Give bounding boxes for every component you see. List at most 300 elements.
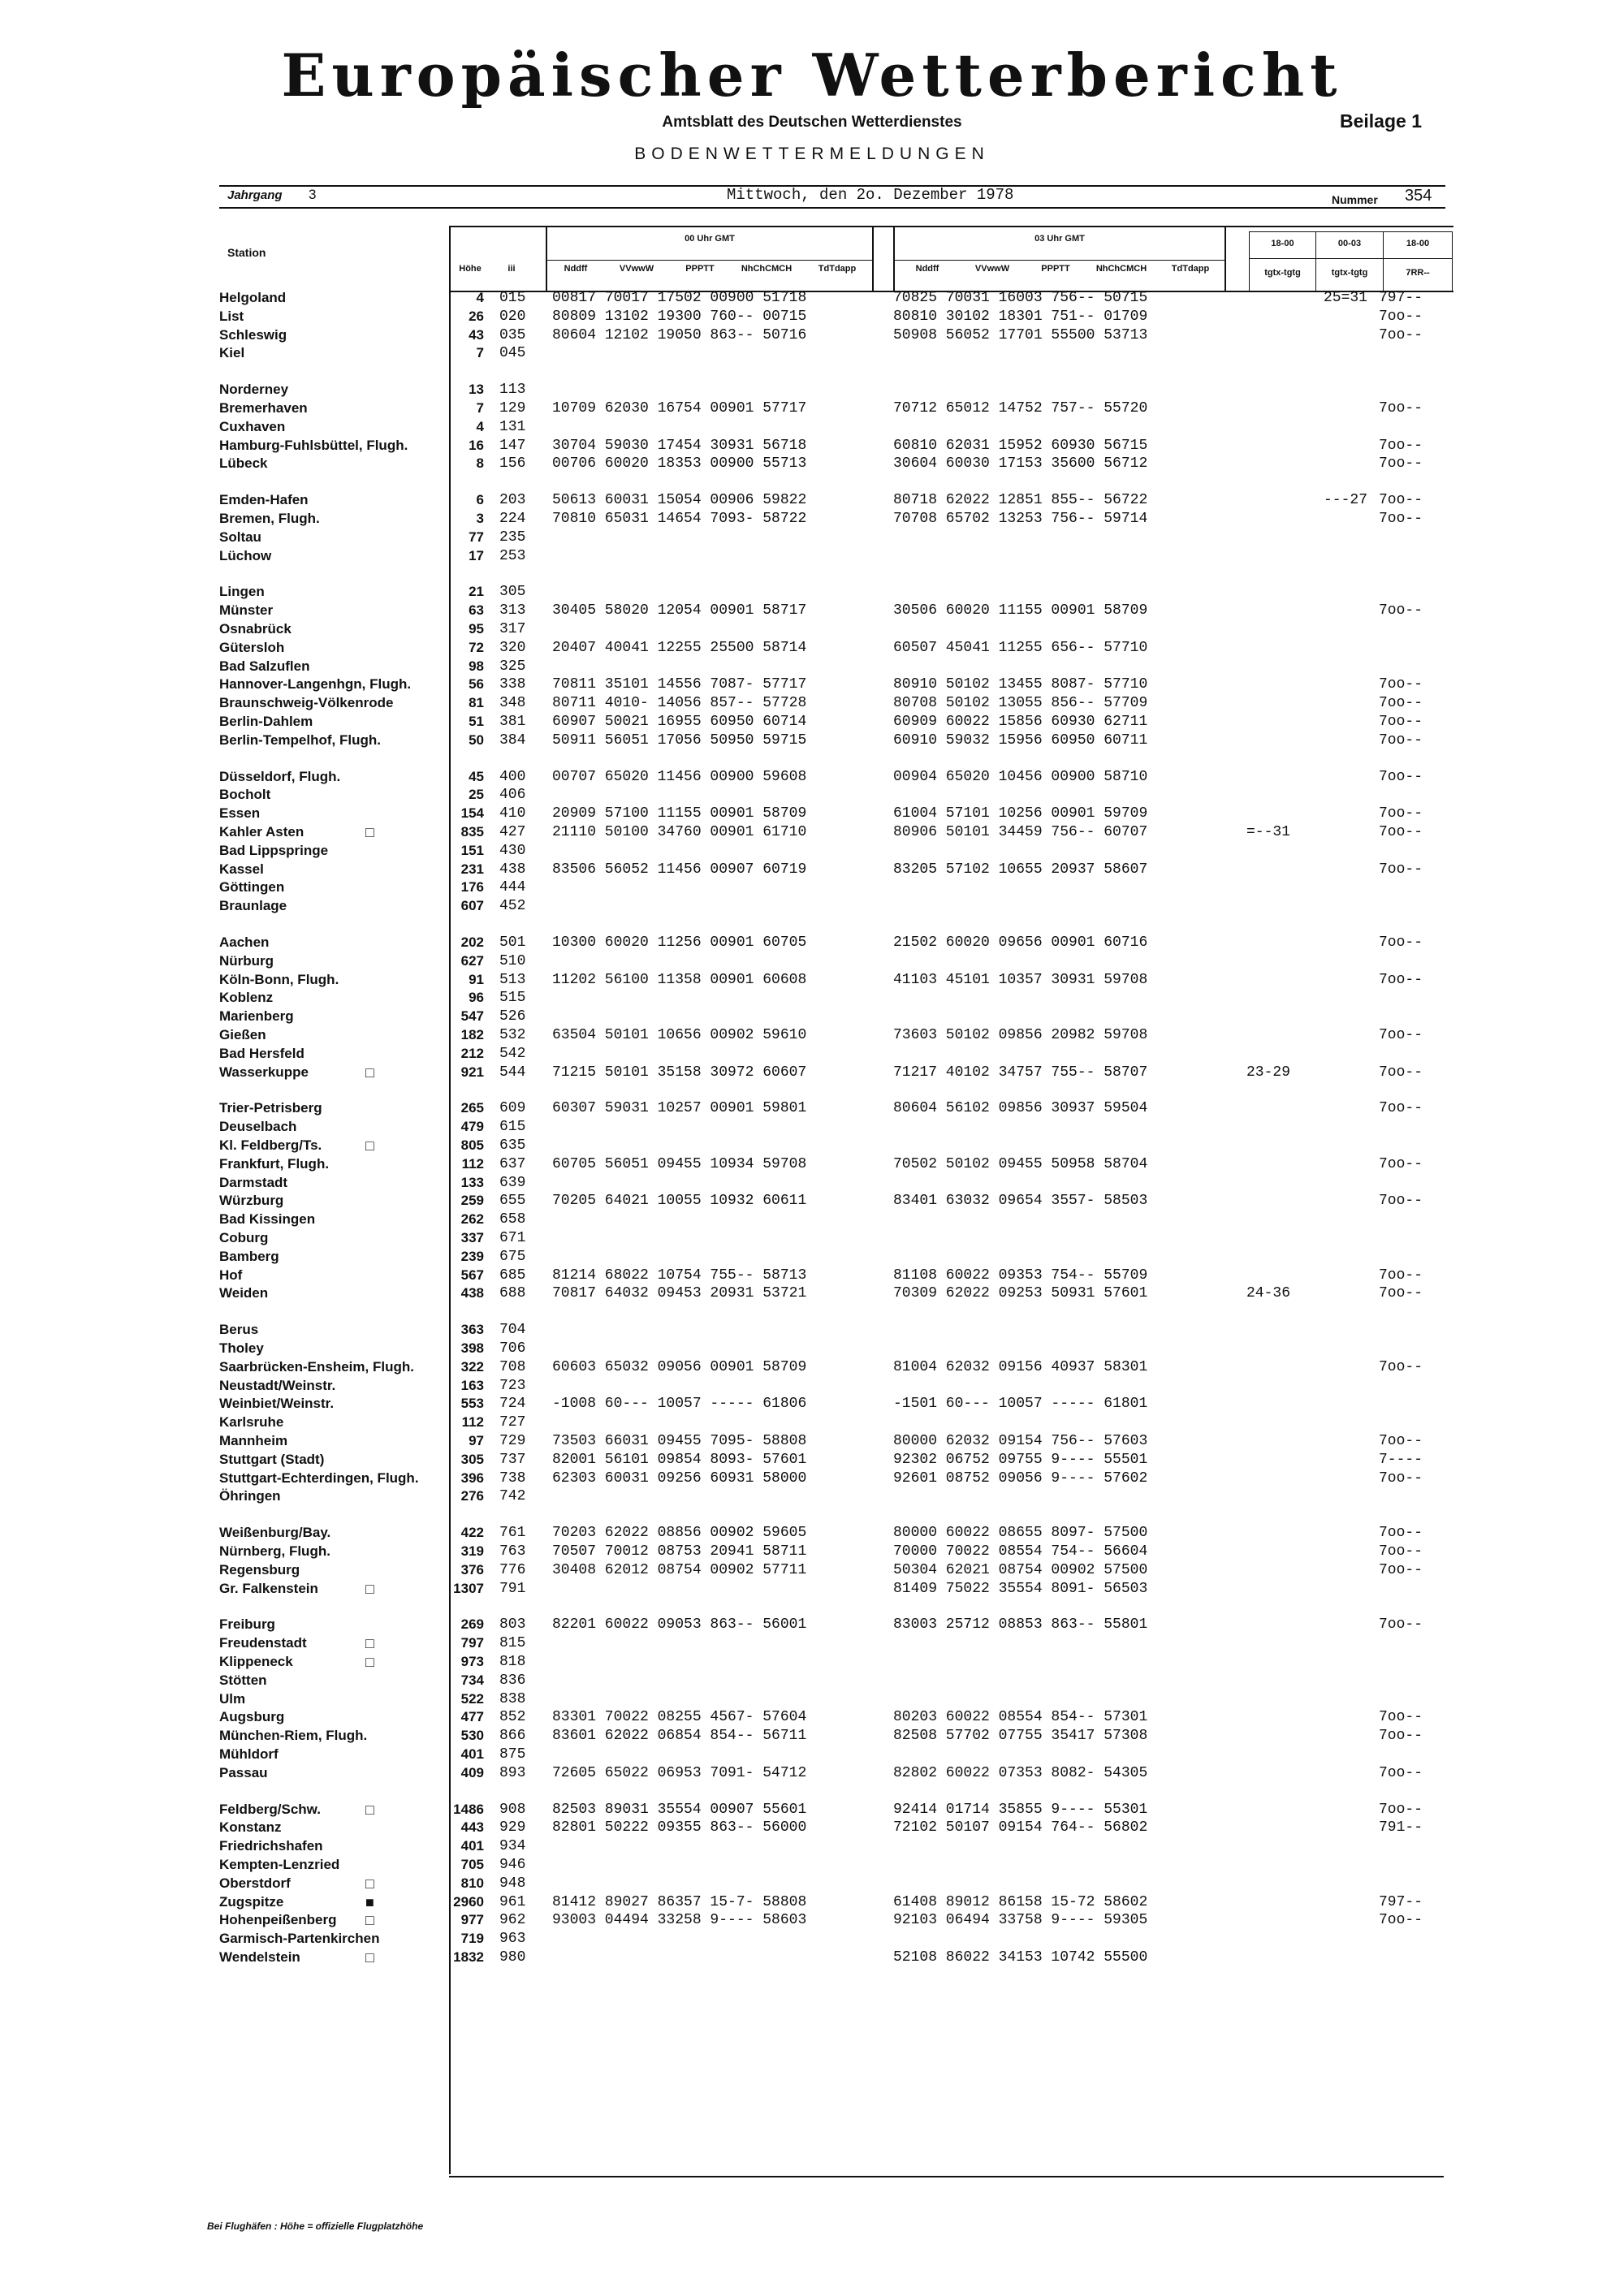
station-height: 401 bbox=[460, 1838, 484, 1854]
station-height: 7 bbox=[476, 345, 484, 361]
precip-18-00: 7oo-- bbox=[1379, 455, 1423, 473]
station-height: 401 bbox=[460, 1746, 484, 1762]
station-id: 929 bbox=[499, 1819, 526, 1836]
header-rule-2 bbox=[219, 207, 1445, 209]
station-name: Kempten-Lenzried bbox=[219, 1857, 340, 1872]
station-name: Passau bbox=[219, 1764, 268, 1780]
station-id: 253 bbox=[499, 547, 526, 564]
station-name: Helgoland bbox=[219, 290, 287, 305]
station-name: Braunschweig-Völkenrode bbox=[219, 695, 394, 711]
precip-18-00: 7oo-- bbox=[1379, 1616, 1423, 1634]
station-height: 627 bbox=[460, 952, 484, 969]
station-id: 501 bbox=[499, 934, 526, 951]
obs-00-utc: 83601 62022 06854 854-- 56711 bbox=[552, 1728, 807, 1745]
obs-03-utc: 83003 25712 08853 863-- 55801 bbox=[893, 1616, 1148, 1634]
station-id: 224 bbox=[499, 511, 526, 527]
station-name: Stuttgart-Echterdingen, Flugh. bbox=[219, 1470, 419, 1486]
subtitle: Amtsblatt des Deutschen Wetterdienstes bbox=[662, 114, 962, 131]
obs-00-utc: 00706 60020 18353 00900 55713 bbox=[552, 455, 807, 473]
station-id: 338 bbox=[499, 676, 526, 693]
station-height: 98 bbox=[469, 658, 484, 674]
obs-00-utc: 62303 60031 09256 60931 58000 bbox=[552, 1470, 807, 1487]
station-name: Zugspitze bbox=[219, 1893, 284, 1910]
station-height: 72 bbox=[469, 639, 484, 655]
station-name: Hannover-Langenhgn, Flugh. bbox=[219, 676, 412, 693]
station-id: 637 bbox=[499, 1155, 526, 1172]
obs-00-utc: 30704 59030 17454 30931 56718 bbox=[552, 437, 807, 454]
station-name: Braunlage bbox=[219, 898, 287, 914]
station-name: Augsburg bbox=[219, 1709, 285, 1725]
station-height: 6 bbox=[476, 492, 484, 508]
obs-03-utc: 80000 60022 08655 8097- 57500 bbox=[893, 1525, 1148, 1542]
mountain-station-marker: □ bbox=[365, 1064, 374, 1081]
station-name: Frankfurt, Flugh. bbox=[219, 1155, 330, 1172]
station-id: 113 bbox=[499, 382, 526, 399]
station-name: Wasserkuppe bbox=[219, 1064, 309, 1080]
station-height: 1486 bbox=[453, 1801, 484, 1817]
obs-00-utc: 70203 62022 08856 00902 59605 bbox=[552, 1525, 807, 1542]
station-name: Karlsruhe bbox=[219, 1414, 284, 1431]
station-name: Stuttgart (Stadt) bbox=[219, 1451, 325, 1467]
obs-03-utc: 80203 60022 08554 854-- 57301 bbox=[893, 1709, 1148, 1726]
obs-00-utc: 70507 70012 08753 20941 58711 bbox=[552, 1543, 807, 1560]
station-name: Saarbrücken-Ensheim, Flugh. bbox=[219, 1358, 414, 1375]
station-id: 934 bbox=[499, 1838, 526, 1855]
station-name: Stötten bbox=[219, 1672, 267, 1688]
station-id: 131 bbox=[499, 418, 526, 435]
station-name: Freiburg bbox=[219, 1616, 275, 1633]
nummer-label: Nummer bbox=[1332, 193, 1378, 206]
station-height: 438 bbox=[460, 1285, 484, 1301]
station-name: Hamburg-Fuhlsbüttel, Flugh. bbox=[219, 437, 408, 453]
precip-18-00: 7oo-- bbox=[1379, 1709, 1423, 1726]
station-id: 452 bbox=[499, 898, 526, 915]
station-height: 13 bbox=[469, 382, 484, 398]
precip-18-00: 7oo-- bbox=[1379, 511, 1423, 527]
obs-00-utc: 50911 56051 17056 50950 59715 bbox=[552, 732, 807, 749]
col-vvwww-03: VVwwW bbox=[974, 264, 1010, 274]
station-name: Münster bbox=[219, 602, 274, 619]
col-nddff-00: Nddff bbox=[564, 264, 588, 274]
precip-18-00: 7oo-- bbox=[1379, 492, 1423, 509]
station-height: 322 bbox=[460, 1358, 484, 1375]
obs-03-utc: 50304 62021 08754 00902 57500 bbox=[893, 1561, 1148, 1578]
station-height: 396 bbox=[460, 1470, 484, 1486]
station-height: 212 bbox=[460, 1045, 484, 1061]
station-height: 50 bbox=[469, 732, 484, 748]
obs-00-utc: 70811 35101 14556 7087- 57717 bbox=[552, 676, 807, 693]
obs-00-utc: 20407 40041 12255 25500 58714 bbox=[552, 639, 807, 656]
station-height: 810 bbox=[460, 1875, 484, 1891]
section-title: BODENWETTERMELDUNGEN bbox=[634, 145, 990, 163]
precip-18-00: 7oo-- bbox=[1379, 1525, 1423, 1542]
precip-18-00: 7oo-- bbox=[1379, 1433, 1423, 1449]
station-name: Bad Salzuflen bbox=[219, 658, 310, 674]
station-height: 97 bbox=[469, 1433, 484, 1448]
obs-03-utc: 30604 60030 17153 35600 56712 bbox=[893, 455, 1148, 473]
station-id: 852 bbox=[499, 1709, 526, 1726]
station-height: 734 bbox=[460, 1672, 484, 1688]
station-height: 719 bbox=[460, 1931, 484, 1947]
station-height: 133 bbox=[460, 1174, 484, 1190]
station-height: 51 bbox=[469, 714, 484, 729]
obs-03-utc: 73603 50102 09856 20982 59708 bbox=[893, 1027, 1148, 1043]
obs-03-utc: 80906 50101 34459 756-- 60707 bbox=[893, 824, 1148, 840]
station-height: 81 bbox=[469, 695, 484, 711]
station-id: 325 bbox=[499, 658, 526, 675]
station-height: 422 bbox=[460, 1525, 484, 1541]
station-name: Düsseldorf, Flugh. bbox=[219, 768, 341, 784]
obs-03-utc: 92414 01714 35855 9---- 55301 bbox=[893, 1801, 1148, 1818]
station-height: 239 bbox=[460, 1248, 484, 1264]
station-id: 313 bbox=[499, 602, 526, 619]
station-height: 26 bbox=[469, 308, 484, 324]
obs-03-utc: 41103 45101 10357 30931 59708 bbox=[893, 971, 1148, 988]
obs-03-utc: 72102 50107 09154 764-- 56802 bbox=[893, 1819, 1148, 1836]
obs-03-utc: 92302 06752 09755 9---- 55501 bbox=[893, 1451, 1148, 1468]
station-id: 738 bbox=[499, 1470, 526, 1487]
station-name: Garmisch-Partenkirchen bbox=[219, 1931, 380, 1947]
station-id: 961 bbox=[499, 1893, 526, 1910]
station-name: Freudenstadt bbox=[219, 1635, 307, 1651]
station-height: 7 bbox=[476, 400, 484, 416]
station-id: 542 bbox=[499, 1045, 526, 1062]
obs-03-utc: 60910 59032 15956 60950 60711 bbox=[893, 732, 1148, 749]
obs-03-utc: 70712 65012 14752 757-- 55720 bbox=[893, 400, 1148, 416]
station-name: Bremen, Flugh. bbox=[219, 511, 320, 526]
mountain-station-marker: □ bbox=[365, 1580, 374, 1597]
station-id: 948 bbox=[499, 1875, 526, 1892]
col-group-03: 03 Uhr GMT bbox=[1034, 234, 1085, 244]
station-name: Lüchow bbox=[219, 547, 272, 563]
station-name: Oberstdorf bbox=[219, 1875, 291, 1891]
station-id: 444 bbox=[499, 879, 526, 896]
station-id: 348 bbox=[499, 695, 526, 712]
station-name: Bocholt bbox=[219, 787, 271, 803]
station-name: Norderney bbox=[219, 382, 289, 398]
mountain-station-marker: □ bbox=[365, 1875, 374, 1892]
station-height: 276 bbox=[460, 1488, 484, 1504]
obs-03-utc: 70708 65702 13253 756-- 59714 bbox=[893, 511, 1148, 527]
station-id: 410 bbox=[499, 805, 526, 822]
station-id: 866 bbox=[499, 1728, 526, 1745]
station-height: 973 bbox=[460, 1654, 484, 1669]
station-name: List bbox=[219, 308, 244, 324]
mountain-station-marker: □ bbox=[365, 1801, 374, 1818]
obs-03-utc: 80910 50102 13455 8087- 57710 bbox=[893, 676, 1148, 693]
station-name: Hof bbox=[219, 1267, 243, 1283]
station-name: Friedrichshafen bbox=[219, 1838, 323, 1854]
station-height: 8 bbox=[476, 455, 484, 472]
obs-03-utc: 71217 40102 34757 755-- 58707 bbox=[893, 1064, 1148, 1081]
mountain-station-marker: □ bbox=[365, 1949, 374, 1966]
station-height: 4 bbox=[476, 290, 484, 305]
station-name: Weiden bbox=[219, 1285, 269, 1301]
station-name: Köln-Bonn, Flugh. bbox=[219, 971, 339, 987]
precip-18-00: 797-- bbox=[1379, 290, 1423, 306]
obs-00-utc: 00817 70017 17502 00900 51718 bbox=[552, 290, 807, 306]
station-height: 522 bbox=[460, 1690, 484, 1707]
station-height: 479 bbox=[460, 1119, 484, 1135]
station-id: 615 bbox=[499, 1119, 526, 1136]
station-height: 376 bbox=[460, 1561, 484, 1577]
station-height: 3 bbox=[476, 511, 484, 526]
precip-18-00: 7oo-- bbox=[1379, 1728, 1423, 1745]
precip-18-00: 7oo-- bbox=[1379, 824, 1423, 840]
obs-03-utc: -1501 60--- 10057 ----- 61801 bbox=[893, 1396, 1148, 1413]
obs-03-utc: 30506 60020 11155 00901 58709 bbox=[893, 602, 1148, 619]
col-nddff-03: Nddff bbox=[915, 264, 939, 274]
station-height: 363 bbox=[460, 1322, 484, 1338]
station-height: 77 bbox=[469, 529, 484, 545]
obs-00-utc: 93003 04494 33258 9---- 58603 bbox=[552, 1912, 807, 1929]
station-id: 708 bbox=[499, 1358, 526, 1375]
obs-00-utc: 80604 12102 19050 863-- 50716 bbox=[552, 326, 807, 343]
station-height: 265 bbox=[460, 1100, 484, 1116]
temp-extremes-00-03: ---27 bbox=[1324, 492, 1368, 509]
station-name: Mühldorf bbox=[219, 1746, 279, 1762]
station-name: Kahler Asten bbox=[219, 824, 304, 839]
station-height: 16 bbox=[469, 437, 484, 453]
obs-03-utc: 81409 75022 35554 8091- 56503 bbox=[893, 1580, 1148, 1597]
station-name: Emden-Hafen bbox=[219, 492, 309, 508]
station-name: Lübeck bbox=[219, 455, 268, 472]
station-id: 946 bbox=[499, 1857, 526, 1873]
station-name: Würzburg bbox=[219, 1193, 284, 1209]
obs-00-utc: 80711 4010- 14056 857-- 57728 bbox=[552, 695, 807, 712]
precip-18-00: 7oo-- bbox=[1379, 1285, 1423, 1302]
mountain-station-marker: ■ bbox=[365, 1893, 374, 1910]
station-height: 154 bbox=[460, 805, 484, 822]
station-name: Aachen bbox=[219, 934, 270, 950]
station-height: 977 bbox=[460, 1912, 484, 1928]
bottom-rule bbox=[449, 2176, 1444, 2177]
col-g2: 00-03 bbox=[1337, 239, 1362, 248]
temp-extremes-18-00: 23-29 bbox=[1246, 1064, 1291, 1081]
station-height: 43 bbox=[469, 326, 484, 343]
station-name: Essen bbox=[219, 805, 261, 822]
col-group-00: 00 Uhr GMT bbox=[685, 234, 735, 244]
obs-03-utc: 92103 06494 33758 9---- 59305 bbox=[893, 1912, 1148, 1929]
station-id: 427 bbox=[499, 824, 526, 840]
mountain-station-marker: □ bbox=[365, 1137, 374, 1154]
obs-00-utc: 00707 65020 11456 00900 59608 bbox=[552, 768, 807, 785]
station-height: 797 bbox=[460, 1635, 484, 1651]
obs-00-utc: 30405 58020 12054 00901 58717 bbox=[552, 602, 807, 619]
station-name: Hohenpeißenberg bbox=[219, 1912, 337, 1928]
col-td-00: TdTdapp bbox=[818, 264, 857, 274]
station-id: 526 bbox=[499, 1008, 526, 1025]
station-name: Kiel bbox=[219, 345, 245, 361]
obs-03-utc: 92601 08752 09056 9---- 57602 bbox=[893, 1470, 1148, 1487]
col-hoehe: Höhe bbox=[459, 264, 482, 274]
station-height: 547 bbox=[460, 1008, 484, 1025]
station-height: 45 bbox=[469, 768, 484, 784]
precip-18-00: 7oo-- bbox=[1379, 1027, 1423, 1043]
obs-00-utc: 82001 56101 09854 8093- 57601 bbox=[552, 1451, 807, 1468]
station-name: Trier-Petrisberg bbox=[219, 1100, 322, 1116]
mountain-station-marker: □ bbox=[365, 824, 374, 840]
precip-18-00: 7oo-- bbox=[1379, 1764, 1423, 1781]
station-height: 182 bbox=[460, 1027, 484, 1042]
precip-18-00: 797-- bbox=[1379, 1893, 1423, 1910]
obs-03-utc: 70502 50102 09455 50958 58704 bbox=[893, 1155, 1148, 1172]
obs-03-utc: 61004 57101 10256 00901 59709 bbox=[893, 805, 1148, 822]
station-height: 63 bbox=[469, 602, 484, 619]
col-g1: 18-00 bbox=[1271, 239, 1294, 248]
station-name: Berus bbox=[219, 1322, 259, 1338]
precip-18-00: 7oo-- bbox=[1379, 695, 1423, 712]
station-name: Nürburg bbox=[219, 952, 274, 969]
station-name: Coburg bbox=[219, 1230, 269, 1245]
precip-18-00: 7oo-- bbox=[1379, 308, 1423, 325]
station-height: 176 bbox=[460, 879, 484, 896]
obs-00-utc: 71215 50101 35158 30972 60607 bbox=[552, 1064, 807, 1081]
station-name: Feldberg/Schw. bbox=[219, 1801, 322, 1817]
obs-00-utc: 21110 50100 34760 00901 61710 bbox=[552, 824, 807, 840]
station-id: 513 bbox=[499, 971, 526, 988]
station-height: 231 bbox=[460, 861, 484, 877]
station-id: 510 bbox=[499, 952, 526, 969]
obs-00-utc: 70817 64032 09453 20931 53721 bbox=[552, 1285, 807, 1302]
station-name: Öhringen bbox=[219, 1488, 281, 1504]
station-height: 553 bbox=[460, 1396, 484, 1412]
station-height: 2960 bbox=[453, 1893, 484, 1910]
precip-18-00: 7oo-- bbox=[1379, 602, 1423, 619]
obs-03-utc: 60810 62031 15952 60930 56715 bbox=[893, 437, 1148, 454]
temp-extremes-00-03: 25=31 bbox=[1324, 290, 1368, 306]
station-name: Weißenburg/Bay. bbox=[219, 1525, 331, 1541]
station-height: 805 bbox=[460, 1137, 484, 1153]
station-id: 384 bbox=[499, 732, 526, 749]
station-height: 1832 bbox=[453, 1949, 484, 1965]
obs-00-utc: 10300 60020 11256 00901 60705 bbox=[552, 934, 807, 951]
station-id: 400 bbox=[499, 768, 526, 785]
station-height: 921 bbox=[460, 1064, 484, 1080]
col-s2: tgtx-tgtg bbox=[1331, 268, 1368, 278]
col-td-03: TdTdapp bbox=[1171, 264, 1210, 274]
station-id: 544 bbox=[499, 1064, 526, 1081]
station-id: 761 bbox=[499, 1525, 526, 1542]
precip-18-00: 7oo-- bbox=[1379, 805, 1423, 822]
station-height: 259 bbox=[460, 1193, 484, 1209]
station-id: 609 bbox=[499, 1100, 526, 1117]
station-id: 737 bbox=[499, 1451, 526, 1468]
precip-18-00: 7---- bbox=[1379, 1451, 1423, 1468]
obs-03-utc: 81004 62032 09156 40937 58301 bbox=[893, 1358, 1148, 1375]
obs-03-utc: 81108 60022 09353 754-- 55709 bbox=[893, 1267, 1148, 1284]
station-name: Schleswig bbox=[219, 326, 287, 343]
page-title: Europäischer Wetterbericht bbox=[281, 41, 1343, 110]
station-name: Marienberg bbox=[219, 1008, 294, 1025]
obs-03-utc: 80810 30102 18301 751-- 01709 bbox=[893, 308, 1148, 325]
station-id: 639 bbox=[499, 1174, 526, 1191]
precip-18-00: 791-- bbox=[1379, 1819, 1423, 1836]
station-name: Weinbiet/Weinstr. bbox=[219, 1396, 335, 1412]
obs-00-utc: 83506 56052 11456 00907 60719 bbox=[552, 861, 807, 878]
obs-00-utc: 60603 65032 09056 00901 58709 bbox=[552, 1358, 807, 1375]
obs-03-utc: 21502 60020 09656 00901 60716 bbox=[893, 934, 1148, 951]
mountain-station-marker: □ bbox=[365, 1635, 374, 1652]
station-id: 129 bbox=[499, 400, 526, 416]
station-height: 443 bbox=[460, 1819, 484, 1836]
station-height: 21 bbox=[469, 584, 484, 600]
station-height: 163 bbox=[460, 1377, 484, 1393]
station-height: 95 bbox=[469, 621, 484, 637]
obs-03-utc: 83205 57102 10655 20937 58607 bbox=[893, 861, 1148, 878]
station-name: Wendelstein bbox=[219, 1949, 300, 1965]
station-height: 4 bbox=[476, 418, 484, 434]
station-name: Tholey bbox=[219, 1340, 264, 1356]
station-height: 409 bbox=[460, 1764, 484, 1780]
station-id: 430 bbox=[499, 842, 526, 859]
obs-03-utc: 80000 62032 09154 756-- 57603 bbox=[893, 1433, 1148, 1449]
station-id: 704 bbox=[499, 1322, 526, 1339]
obs-03-utc: 70000 70022 08554 754-- 56604 bbox=[893, 1543, 1148, 1560]
precip-18-00: 7oo-- bbox=[1379, 1912, 1423, 1929]
station-id: 980 bbox=[499, 1949, 526, 1966]
station-id: 305 bbox=[499, 584, 526, 601]
obs-03-utc: 61408 89012 86158 15-72 58602 bbox=[893, 1893, 1148, 1910]
station-name: Bremerhaven bbox=[219, 400, 308, 416]
station-id: 381 bbox=[499, 714, 526, 730]
station-id: 156 bbox=[499, 455, 526, 473]
precip-18-00: 7oo-- bbox=[1379, 1801, 1423, 1818]
station-height: 530 bbox=[460, 1728, 484, 1744]
obs-00-utc: 81412 89027 86357 15-7- 58808 bbox=[552, 1893, 807, 1910]
station-id: 729 bbox=[499, 1433, 526, 1449]
obs-00-utc: 20909 57100 11155 00901 58709 bbox=[552, 805, 807, 822]
col-ppptt-00: PPPTT bbox=[685, 264, 715, 274]
station-id: 671 bbox=[499, 1230, 526, 1246]
obs-00-utc: 82801 50222 09355 863-- 56000 bbox=[552, 1819, 807, 1836]
obs-00-utc: 73503 66031 09455 7095- 58808 bbox=[552, 1433, 807, 1449]
station-id: 706 bbox=[499, 1340, 526, 1357]
station-name: Berlin-Dahlem bbox=[219, 714, 313, 729]
precip-18-00: 7oo-- bbox=[1379, 1100, 1423, 1117]
station-name: Bamberg bbox=[219, 1248, 279, 1264]
precip-18-00: 7oo-- bbox=[1379, 934, 1423, 951]
precip-18-00: 7oo-- bbox=[1379, 732, 1423, 749]
nummer-value: 354 bbox=[1405, 187, 1432, 205]
station-name: Lingen bbox=[219, 584, 265, 600]
precip-18-00: 7oo-- bbox=[1379, 1267, 1423, 1284]
precip-18-00: 7oo-- bbox=[1379, 1543, 1423, 1560]
station-id: 818 bbox=[499, 1654, 526, 1670]
station-name: Osnabrück bbox=[219, 621, 292, 637]
station-name: Bad Kissingen bbox=[219, 1211, 316, 1228]
station-id: 893 bbox=[499, 1764, 526, 1781]
precip-18-00: 7oo-- bbox=[1379, 971, 1423, 988]
col-iii: iii bbox=[508, 264, 516, 274]
obs-00-utc: 83301 70022 08255 4567- 57604 bbox=[552, 1709, 807, 1726]
station-height: 96 bbox=[469, 990, 484, 1006]
col-s3: 7RR-- bbox=[1406, 268, 1430, 278]
station-id: 147 bbox=[499, 437, 526, 454]
obs-03-utc: 80708 50102 13055 856-- 57709 bbox=[893, 695, 1148, 712]
station-id: 235 bbox=[499, 529, 526, 546]
obs-03-utc: 52108 86022 34153 10742 55500 bbox=[893, 1949, 1148, 1966]
station-height: 25 bbox=[469, 787, 484, 803]
station-name: Cuxhaven bbox=[219, 418, 286, 434]
col-ppptt-03: PPPTT bbox=[1041, 264, 1070, 274]
station-id: 438 bbox=[499, 861, 526, 878]
obs-03-utc: 82508 57702 07755 35417 57308 bbox=[893, 1728, 1148, 1745]
station-height: 151 bbox=[460, 842, 484, 858]
station-name: Darmstadt bbox=[219, 1174, 288, 1190]
precip-18-00: 7oo-- bbox=[1379, 400, 1423, 416]
precip-18-00: 7oo-- bbox=[1379, 768, 1423, 785]
